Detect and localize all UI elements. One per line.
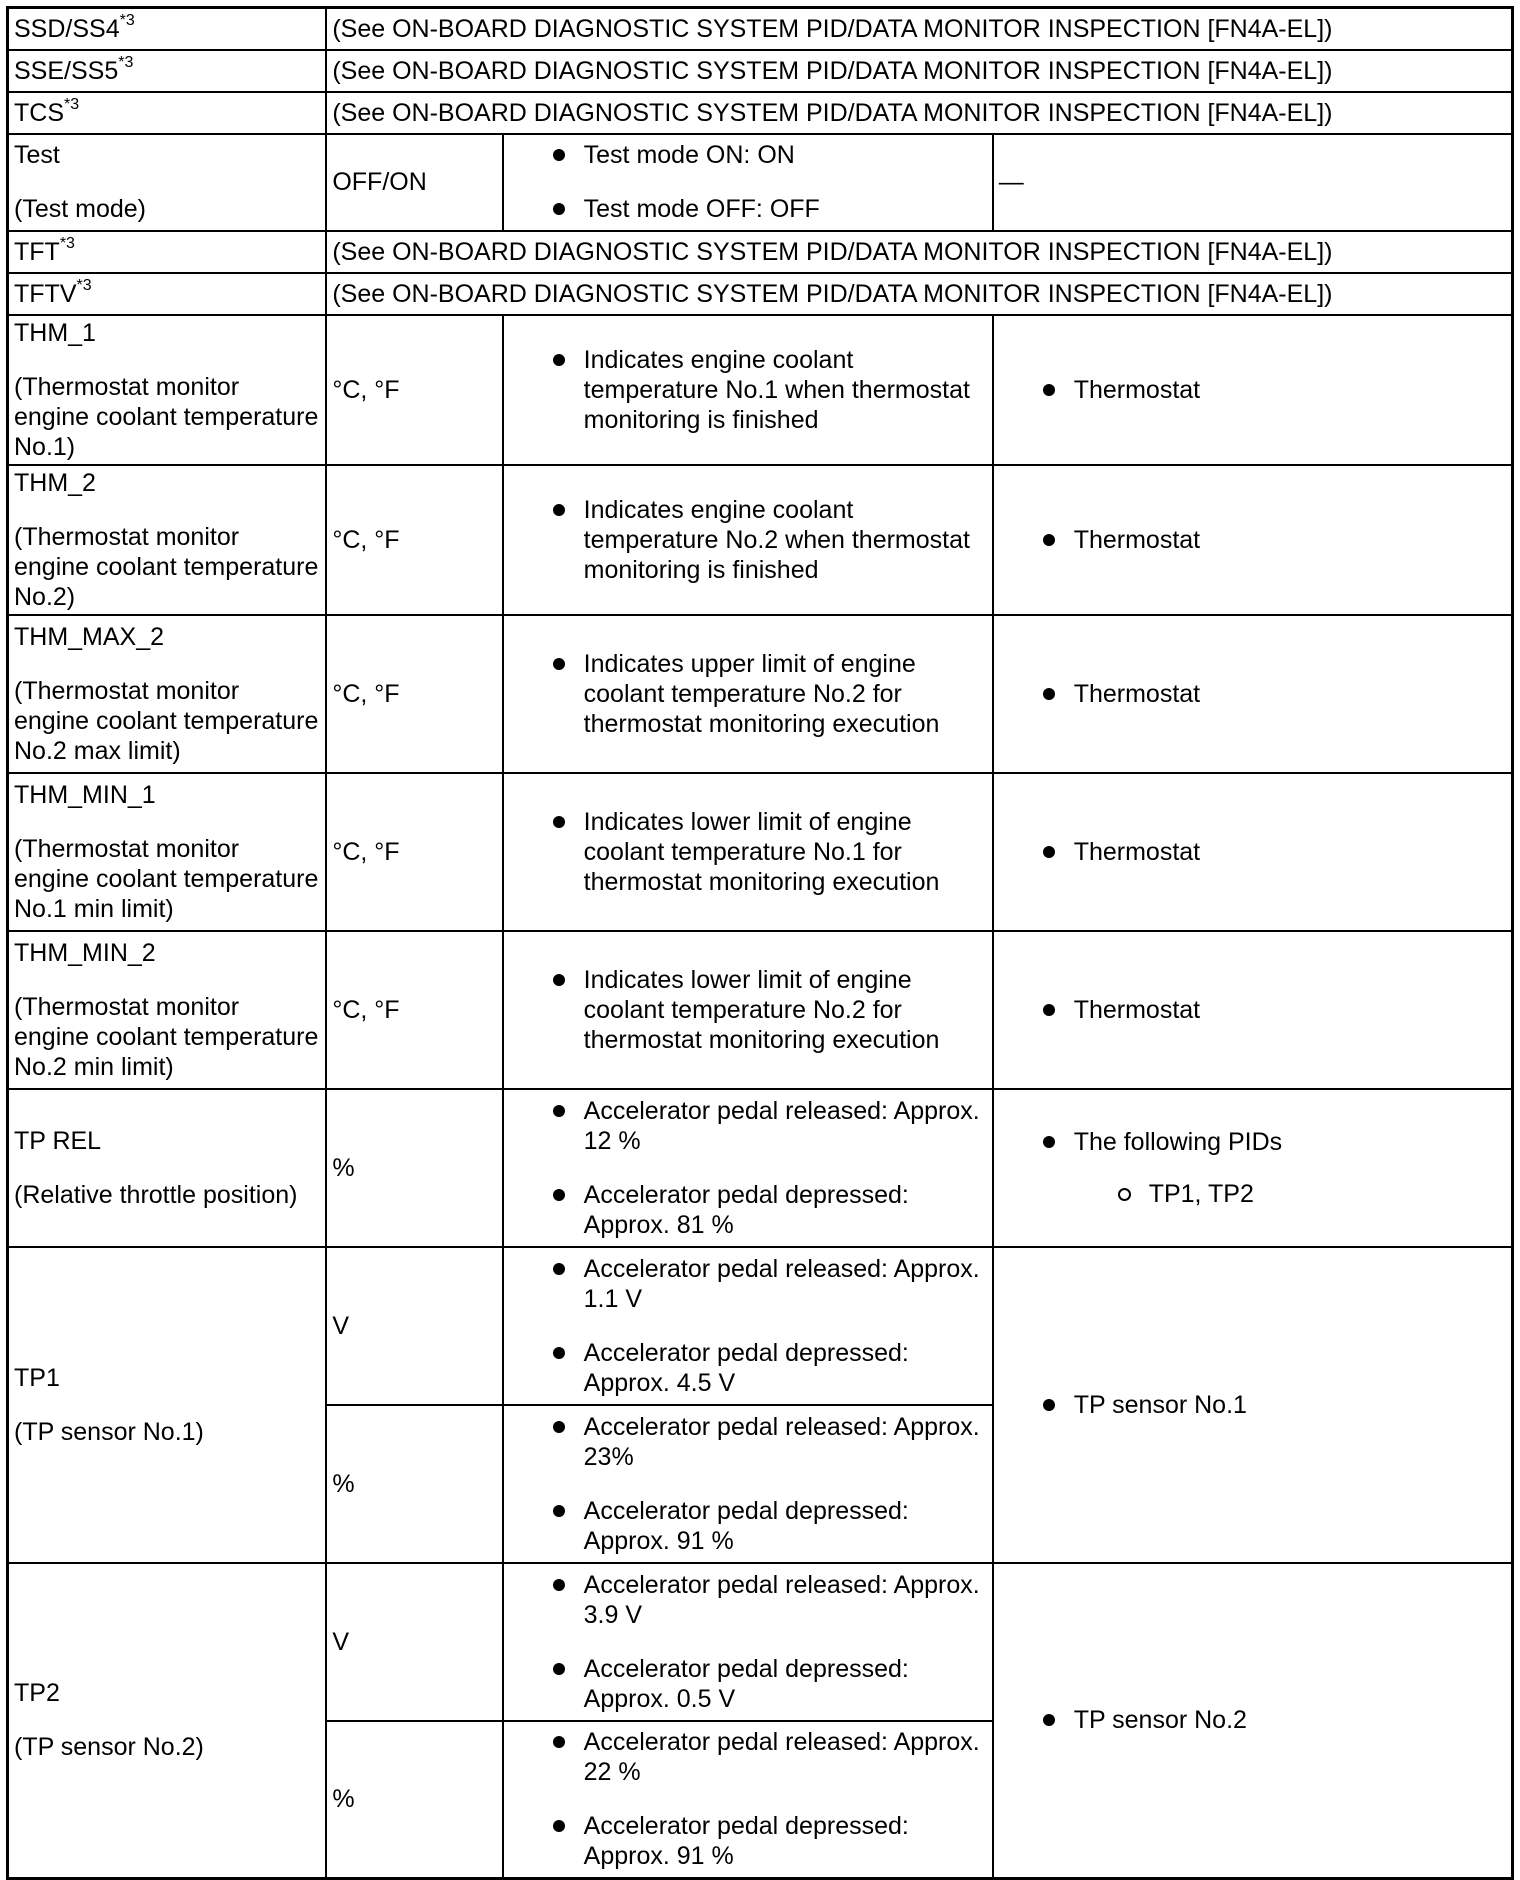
condition-cell <box>503 615 993 773</box>
pid-name-cell <box>8 273 327 315</box>
list-item: Indicates engine coolant temperature No.1 when thermostat monitoring is finished <box>584 345 987 435</box>
condition-list <box>509 1412 987 1556</box>
table-row <box>8 1089 1513 1247</box>
table-row <box>8 134 1513 231</box>
table-row <box>8 615 1513 773</box>
related-cell <box>993 315 1513 465</box>
related-list <box>999 995 1506 1025</box>
reference-cell: (See ON-BOARD DIAGNOSTIC SYSTEM PID/DATA MONITOR INSPECTION [FN4A-EL]) <box>326 8 1512 50</box>
pid-name-cell <box>8 465 327 615</box>
pid-description: (Thermostat monitor engine coolant temperature No.1) <box>14 372 319 461</box>
related-sublist <box>1074 1179 1506 1209</box>
related-cell <box>993 773 1513 931</box>
pid-name: SSD/SS4 <box>14 14 120 43</box>
unit-cell: V <box>326 1563 502 1721</box>
related-list <box>999 525 1506 555</box>
pid-monitor-table <box>6 6 1514 1880</box>
pid-name: THM_MIN_1 <box>14 780 156 809</box>
condition-list <box>509 1096 987 1240</box>
pid-name: TFTV <box>14 279 77 308</box>
list-item: Test mode OFF: OFF <box>584 194 987 224</box>
table-row <box>8 231 1513 273</box>
pid-name: THM_MIN_2 <box>14 938 156 967</box>
list-item: Indicates upper limit of engine coolant temperature No.2 for thermostat monitoring execution <box>584 649 987 739</box>
condition-cell <box>503 1247 993 1405</box>
list-item: Indicates lower limit of engine coolant temperature No.1 for thermostat monitoring execution <box>584 807 987 897</box>
table-row <box>8 931 1513 1089</box>
related-cell <box>993 1563 1513 1879</box>
pid-description: (Thermostat monitor engine coolant temperature No.2 max limit) <box>14 676 319 765</box>
table-row <box>8 92 1513 134</box>
footnote-marker: *3 <box>76 276 92 294</box>
related-cell <box>993 931 1513 1089</box>
list-item: Test mode ON: ON <box>584 140 987 170</box>
list-item: Indicates lower limit of engine coolant temperature No.2 for thermostat monitoring execution <box>584 965 987 1055</box>
unit-cell: % <box>326 1089 502 1247</box>
unit-cell: °C, °F <box>326 773 502 931</box>
list-item: Indicates engine coolant temperature No.2 when thermostat monitoring is finished <box>584 495 987 585</box>
pid-description: (Thermostat monitor engine coolant temperature No.1 min limit) <box>14 834 319 923</box>
list-item: Accelerator pedal depressed: Approx. 4.5 V <box>584 1338 987 1398</box>
list-item: Accelerator pedal released: Approx. 1.1 V <box>584 1254 987 1314</box>
pid-name-cell <box>8 773 327 931</box>
footnote-marker: *3 <box>119 11 135 29</box>
unit-cell: V <box>326 1247 502 1405</box>
related-list <box>999 375 1506 405</box>
pid-name-cell <box>8 315 327 465</box>
pid-name: TP2 <box>14 1679 60 1708</box>
condition-cell <box>503 1721 993 1879</box>
condition-cell <box>503 1089 993 1247</box>
table-row <box>8 315 1513 465</box>
table-row <box>8 1247 1513 1405</box>
condition-cell <box>503 1405 993 1563</box>
list-item: Thermostat <box>1074 375 1506 405</box>
pid-name: TP1 <box>14 1363 60 1392</box>
pid-name: THM_2 <box>14 468 96 497</box>
list-item: Thermostat <box>1074 525 1506 555</box>
list-item: Thermostat <box>1074 995 1506 1025</box>
reference-cell: (See ON-BOARD DIAGNOSTIC SYSTEM PID/DATA MONITOR INSPECTION [FN4A-EL]) <box>326 231 1512 273</box>
table-row <box>8 773 1513 931</box>
unit-cell: °C, °F <box>326 465 502 615</box>
condition-cell <box>503 134 993 231</box>
condition-list <box>509 1570 987 1714</box>
unit-cell: °C, °F <box>326 315 502 465</box>
pid-name: TFT <box>14 237 60 266</box>
related-list <box>999 837 1506 867</box>
unit-cell: % <box>326 1405 502 1563</box>
list-item: TP sensor No.1 <box>1074 1390 1506 1420</box>
table-row <box>8 273 1513 315</box>
list-item: Thermostat <box>1074 837 1506 867</box>
related-list <box>999 679 1506 709</box>
pid-description: (Thermostat monitor engine coolant temperature No.2 min limit) <box>14 992 319 1081</box>
pid-name: SSE/SS5 <box>14 56 119 85</box>
sub-list-item: TP1, TP2 <box>1149 1179 1506 1209</box>
related-list <box>999 1390 1506 1420</box>
pid-name-cell <box>8 50 327 92</box>
pid-name-cell <box>8 8 327 50</box>
condition-list <box>509 140 987 224</box>
pid-name: TP REL <box>14 1126 102 1155</box>
reference-cell: (See ON-BOARD DIAGNOSTIC SYSTEM PID/DATA MONITOR INSPECTION [FN4A-EL]) <box>326 92 1512 134</box>
condition-list <box>509 649 987 739</box>
list-item: Accelerator pedal released: Approx. 12 % <box>584 1096 987 1156</box>
related-label: The following PIDs <box>1073 1127 1283 1156</box>
pid-name-cell <box>8 931 327 1089</box>
condition-list <box>509 1254 987 1398</box>
pid-name-cell <box>8 615 327 773</box>
pid-name-cell <box>8 1089 327 1247</box>
condition-list <box>509 345 987 435</box>
list-item: Accelerator pedal depressed: Approx. 91 % <box>584 1496 987 1556</box>
pid-name-cell <box>8 1247 327 1563</box>
pid-name: TCS <box>14 98 64 127</box>
condition-cell <box>503 931 993 1089</box>
pid-description: (TP sensor No.2) <box>14 1733 204 1762</box>
list-item: Thermostat <box>1074 679 1506 709</box>
list-item: Accelerator pedal released: Approx. 22 % <box>584 1727 987 1787</box>
footnote-marker: *3 <box>59 234 75 252</box>
related-cell: — <box>993 134 1513 231</box>
related-list <box>999 1705 1506 1735</box>
pid-description: (Test mode) <box>14 195 146 223</box>
condition-cell <box>503 1563 993 1721</box>
related-cell <box>993 615 1513 773</box>
pid-name: THM_1 <box>14 318 96 347</box>
pid-name-cell <box>8 231 327 273</box>
unit-cell: % <box>326 1721 502 1879</box>
table-row <box>8 50 1513 92</box>
unit-cell: °C, °F <box>326 931 502 1089</box>
unit-cell: OFF/ON <box>326 134 502 231</box>
list-item: TP sensor No.2 <box>1074 1705 1506 1735</box>
pid-description: (TP sensor No.1) <box>14 1417 204 1446</box>
related-cell <box>993 1247 1513 1563</box>
pid-name-cell <box>8 1563 327 1879</box>
list-item: Accelerator pedal released: Approx. 3.9 V <box>584 1570 987 1630</box>
list-item: Accelerator pedal released: Approx. 23% <box>584 1412 987 1472</box>
pid-description: (Relative throttle position) <box>14 1180 298 1209</box>
pid-name-cell <box>8 134 327 231</box>
table-row <box>8 465 1513 615</box>
pid-description: (Thermostat monitor engine coolant temperature No.2) <box>14 522 319 611</box>
condition-cell <box>503 773 993 931</box>
table-row <box>8 8 1513 50</box>
list-item: Accelerator pedal depressed: Approx. 81 % <box>584 1180 987 1240</box>
pid-name: Test <box>14 141 60 169</box>
pid-name-cell <box>8 92 327 134</box>
condition-list <box>509 965 987 1055</box>
footnote-marker: *3 <box>118 53 134 71</box>
condition-cell <box>503 315 993 465</box>
table-row <box>8 1563 1513 1721</box>
unit-cell: °C, °F <box>326 615 502 773</box>
reference-cell: (See ON-BOARD DIAGNOSTIC SYSTEM PID/DATA MONITOR INSPECTION [FN4A-EL]) <box>326 50 1512 92</box>
list-item: Accelerator pedal depressed: Approx. 91 % <box>584 1811 987 1871</box>
related-list <box>999 1127 1506 1209</box>
footnote-marker: *3 <box>64 95 80 113</box>
list-item: Accelerator pedal depressed: Approx. 0.5 V <box>584 1654 987 1714</box>
list-item <box>1074 1127 1506 1209</box>
related-cell <box>993 1089 1513 1247</box>
reference-cell: (See ON-BOARD DIAGNOSTIC SYSTEM PID/DATA MONITOR INSPECTION [FN4A-EL]) <box>326 273 1512 315</box>
pid-name: THM_MAX_2 <box>14 622 165 651</box>
related-cell <box>993 465 1513 615</box>
condition-list <box>509 495 987 585</box>
condition-list <box>509 807 987 897</box>
condition-cell <box>503 465 993 615</box>
